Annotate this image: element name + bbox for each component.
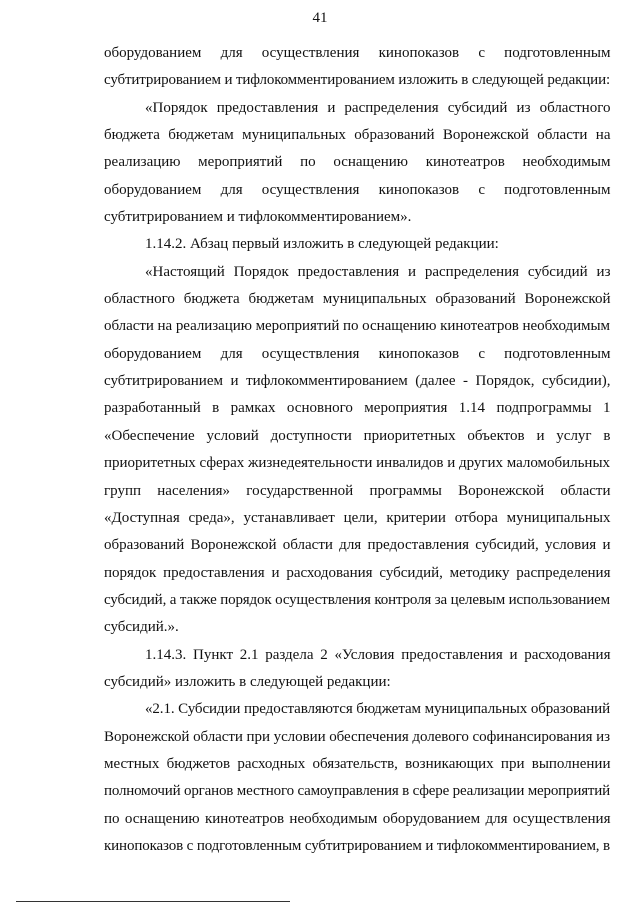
text-line-row xyxy=(104,532,611,559)
text-line-row xyxy=(104,669,611,696)
text-line-row xyxy=(104,833,611,860)
text-line-row xyxy=(104,696,611,723)
text-line-row xyxy=(104,642,611,669)
text-line-row xyxy=(104,450,611,477)
text-line: оборудованием для осуществления кинопоказов с подготовленным xyxy=(104,345,611,362)
text-line-row xyxy=(104,341,611,368)
text-line-row xyxy=(104,505,611,532)
footer-rule xyxy=(16,901,290,902)
text-line-row xyxy=(104,149,611,176)
text-line: Воронежской области при условии обеспечения долевого софинансирования из xyxy=(104,728,610,745)
text-line-row xyxy=(104,395,611,422)
text-line: областного бюджета бюджетам муниципальных образований Воронежской xyxy=(104,291,611,308)
text-line: полномочий органов местного самоуправления в сфере реализации мероприятий xyxy=(104,783,610,800)
text-line-row xyxy=(104,478,611,505)
text-line-row xyxy=(104,614,611,641)
text-line-row xyxy=(104,751,611,778)
text-line: субсидий, а также порядок осуществления контроля за целевым использованием xyxy=(104,591,610,608)
text-line-row xyxy=(104,95,611,122)
text-line: «Порядок предоставления и распределения субсидий из областного xyxy=(145,99,611,116)
text-line: порядок предоставления и расходования субсидий, методику распределения xyxy=(104,564,611,581)
text-line-row xyxy=(104,204,611,231)
text-line: разработанный в рамках основного мероприятия 1.14 подпрограммы 1 xyxy=(104,400,611,417)
document-body xyxy=(104,40,611,860)
text-line: субтитрированием и тифлокомментированием изложить в следующей редакции: xyxy=(104,72,610,89)
text-line-row xyxy=(104,177,611,204)
text-line: «Обеспечение условий доступности приоритетных объектов и услуг в xyxy=(104,427,611,444)
text-line: субтитрированием и тифлокомментированием (далее - Порядок, субсидии), xyxy=(104,373,611,390)
text-line-row xyxy=(104,423,611,450)
text-line-row xyxy=(104,67,611,94)
text-line-row xyxy=(104,286,611,313)
text-line: оборудованием для осуществления кинопоказов с подготовленным xyxy=(104,45,611,61)
text-line-row xyxy=(104,259,611,286)
text-line-row xyxy=(104,587,611,614)
text-line: образований Воронежской области для предоставления субсидий, условия и xyxy=(104,537,611,554)
text-line: «2.1. Субсидии предоставляются бюджетам муниципальных образований xyxy=(145,701,611,718)
text-line: по оснащению кинотеатров необходимым оборудованием для осуществления xyxy=(104,810,611,827)
text-line: 1.14.2. Абзац первый изложить в следующей редакции: xyxy=(145,236,499,253)
page-number: 41 xyxy=(312,10,328,26)
text-line: субтитрированием и тифлокомментированием». xyxy=(104,209,412,226)
text-line-row xyxy=(104,560,611,587)
text-line: реализацию мероприятий по оснащению кинотеатров необходимым xyxy=(104,154,611,171)
text-line-row xyxy=(104,368,611,395)
text-line-row xyxy=(104,724,611,751)
text-line-row xyxy=(104,778,611,805)
text-line: местных бюджетов расходных обязательств, возникающих при выполнении xyxy=(104,755,611,772)
text-line: «Доступная среда», устанавливает цели, критерии отбора муниципальных xyxy=(104,509,611,526)
text-line-row xyxy=(104,806,611,833)
text-line: 1.14.3. Пункт 2.1 раздела 2 «Условия предоставления и расходования xyxy=(145,646,611,663)
text-line: области на реализацию мероприятий по оснащению кинотеатров необходимым xyxy=(104,318,610,335)
text-line: приоритетных сферах жизнедеятельности инвалидов и других маломобильных xyxy=(104,455,610,472)
text-line-row xyxy=(104,122,611,149)
text-line: бюджета бюджетам муниципальных образований Воронежской области на xyxy=(104,127,611,144)
text-line: оборудованием для осуществления кинопоказов с подготовленным xyxy=(104,181,611,198)
text-line: «Настоящий Порядок предоставления и распределения субсидий из xyxy=(145,263,611,280)
text-line: групп населения» государственной программы Воронежской области xyxy=(104,482,611,499)
text-line-row xyxy=(104,40,611,67)
text-line: кинопоказов с подготовленным субтитрированием и тифлокомментированием, в xyxy=(104,837,610,854)
text-line: субсидий.». xyxy=(104,619,179,636)
text-line-row xyxy=(104,313,611,340)
text-line-row xyxy=(104,231,611,258)
text-line: субсидий» изложить в следующей редакции: xyxy=(104,673,391,690)
